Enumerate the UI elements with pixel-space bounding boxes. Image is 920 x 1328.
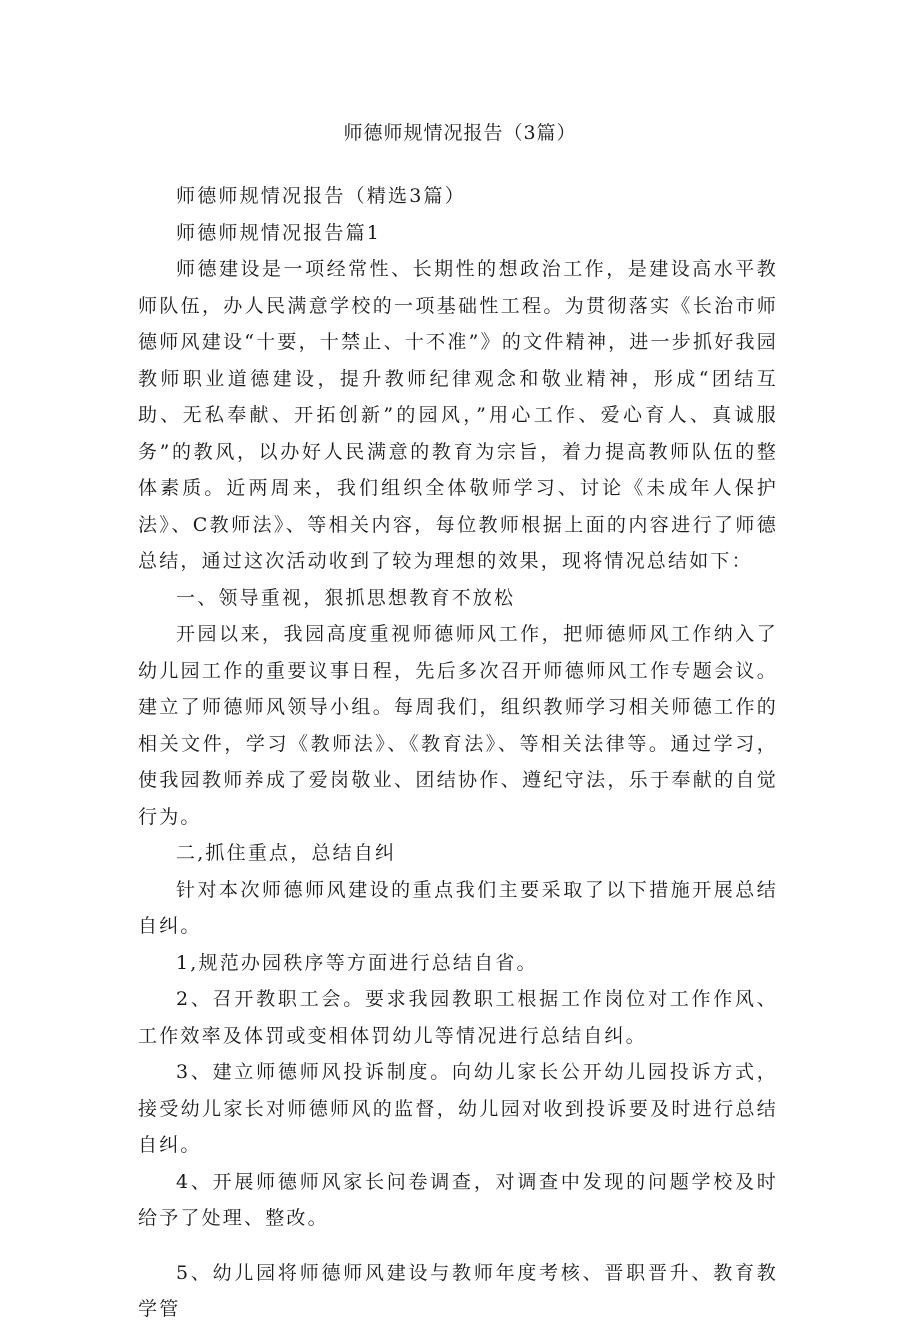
document-body (138, 178, 778, 1328)
section-heading: 师德师规情况报告篇1 (176, 221, 382, 244)
list-item: 1,规范办园秩序等方面进行总结自省。 (176, 951, 538, 974)
list-item: 2、召开教职工会。要求我园教职工根据工作岗位对工作作风、工作效率及体罚或变相体罚幼儿等情况进行总结自纠。 (138, 988, 778, 1047)
paragraph: 针对本次师德师风建设的重点我们主要采取了以下措施开展总结自纠。 (138, 878, 778, 937)
list-item: 5、幼儿园将师德师风建设与教师年度考核、晋职晋升、教育教学管 (138, 1261, 778, 1320)
list-item: 3、建立师德师风投诉制度。向幼儿家长公开幼儿园投诉方式，接受幼儿家长对师德师风的监督，幼儿园对收到投诉要及时进行总结自纠。 (138, 1061, 778, 1156)
list-item: 4、开展师德师风家长问卷调查，对调查中发现的问题学校及时给予了处理、整改。 (138, 1170, 778, 1229)
document-title: 师德师规情况报告（3篇） (343, 122, 577, 144)
section-heading: 二,抓住重点，总结自纠 (176, 842, 397, 864)
paragraph: 开园以来，我园高度重视师德师风工作，把师德师风工作纳入了幼儿园工作的重要议事日程，先后多次召开师德师风工作专题会议。建立了师德师风领导小组。每周我们，组织教师学习相关师德工作的相关文件，学习《教师法》、《教育法》、等相关法律等。通过学习，使我园教师养成了爱岗敬业、团结协作、遵纪守法，乐于奉献的自觉行为。 (138, 623, 778, 828)
section-heading: 一、领导重视，狠抓思想教育不放松 (176, 586, 516, 609)
subtitle: 师德师规情况报告（精选3篇） (176, 185, 466, 207)
paragraph: 师德建设是一项经常性、长期性的想政治工作，是建设高水平教师队伍，办人民满意学校的一项基础性工程。为贯彻落实《长治市师德师风建设“十要，十禁止、十不准”》的文件精神，进一步抓好我园教师职业道德建设，提升教师纪律观念和敬业精神，形成“团结互助、无私奉献、开拓创新”的园风，”用心工作、爱心育人、真诚服务”的教风，以办好人民满意的教育为宗旨，着力提高教师队伍的整体素质。近两周来，我们组织全体敬师学习、讨论《未成年人保护法》、C教师法》、等相关内容，每位教师根据上面的内容进行了师德总结，通过这次活动收到了较为理想的效果，现将情况总结如下： (138, 258, 778, 572)
